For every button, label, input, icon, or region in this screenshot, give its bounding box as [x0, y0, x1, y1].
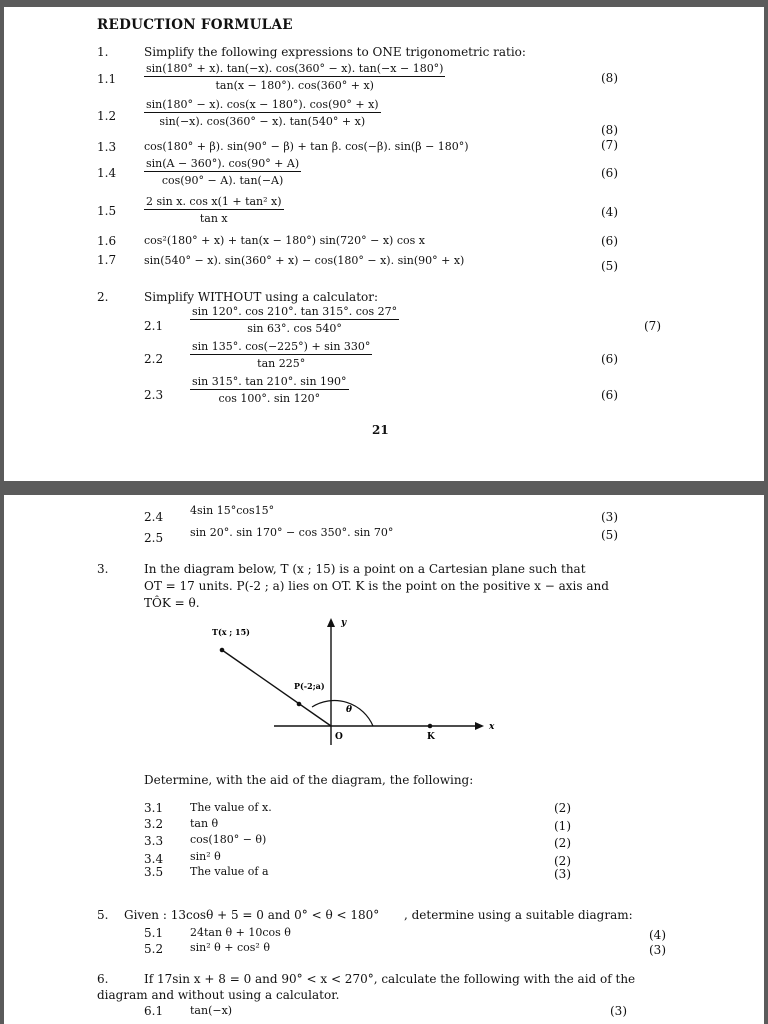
expression: cos(180° − θ) — [190, 833, 267, 846]
denominator: cos(90° − A). tan(−A) — [161, 174, 284, 187]
question-text: Simplify WITHOUT using a calculator: — [144, 290, 379, 304]
marks: (2) — [554, 854, 571, 868]
question-number: 5. — [97, 908, 109, 922]
instruction-text: Determine, with the aid of the diagram, the following: — [144, 773, 474, 787]
denominator: sin 63°. cos 540° — [247, 322, 342, 335]
item-number: 1.3 — [97, 140, 117, 154]
item-number: 3.1 — [144, 801, 164, 815]
marks: (3) — [601, 510, 618, 524]
item-number: 1.1 — [97, 72, 117, 86]
marks: (2) — [554, 836, 571, 850]
denominator: sin(−x). cos(360° − x). tan(540° + x) — [159, 115, 366, 128]
fraction-expression — [144, 195, 284, 225]
item-number: 1.5 — [97, 204, 117, 218]
marks: (6) — [601, 234, 618, 248]
label-y: y — [341, 618, 347, 628]
item-number: 3.5 — [144, 865, 164, 879]
item-number: 5.2 — [144, 942, 164, 956]
item-number: 2.3 — [144, 388, 164, 402]
item-number: 2.2 — [144, 352, 164, 366]
y-axis-arrow-icon — [327, 618, 335, 627]
worksheet-page-2 — [4, 495, 764, 1024]
cartesian-diagram — [194, 615, 504, 750]
question-line: In the diagram below, T (x ; 15) is a point on a Cartesian plane such that — [144, 562, 586, 576]
item-number: 6.1 — [144, 1004, 164, 1018]
numerator: sin(180° − x). cos(x − 180°). cos(90° + x) — [146, 98, 379, 111]
expression: sin 20°. sin 170° − cos 350°. sin 70° — [190, 526, 394, 539]
expression: sin(540° − x). sin(360° + x) − cos(180° − x). sin(90° + x) — [144, 254, 465, 267]
x-axis-arrow-icon — [475, 722, 484, 730]
worksheet-page-1 — [4, 7, 764, 481]
denominator: tan(x − 180°). cos(360° + x) — [215, 79, 374, 92]
expression: tan(−x) — [190, 1004, 233, 1017]
fraction-expression — [144, 98, 381, 128]
question-number: 3. — [97, 562, 109, 576]
item-number: 2.5 — [144, 531, 164, 545]
marks: (6) — [601, 388, 618, 402]
numerator: sin 120°. cos 210°. tan 315°. cos 27° — [192, 305, 398, 318]
item-number: 5.1 — [144, 926, 164, 940]
question-text: , determine using a suitable diagram: — [404, 908, 633, 922]
marks: (3) — [610, 1004, 627, 1018]
marks: (5) — [601, 528, 618, 542]
fraction-expression — [144, 62, 445, 92]
label-k: K — [427, 732, 435, 742]
expression: The value of x. — [190, 801, 272, 814]
expression: cos(180° + β). sin(90° − β) + tan β. cos(−β). sin(β − 180°) — [144, 140, 469, 153]
fraction-expression — [190, 375, 349, 405]
point-p — [297, 702, 302, 707]
expression: sin² θ + cos² θ — [190, 941, 270, 954]
expression: The value of a — [190, 865, 269, 878]
label-o: O — [335, 732, 343, 742]
marks: (4) — [649, 928, 666, 942]
label-p: P(-2;a) — [294, 681, 325, 691]
question-line: OT = 17 units. P(-2 ; a) lies on OT. K is the point on the positive x − axis and — [144, 579, 609, 593]
marks: (8) — [601, 71, 618, 85]
numerator: sin(A − 360°). cos(90° + A) — [146, 157, 300, 170]
item-number: 1.4 — [97, 166, 117, 180]
marks: (8) — [601, 123, 618, 137]
numerator: sin 135°. cos(−225°) + sin 330° — [192, 340, 371, 353]
point-t — [220, 648, 225, 653]
item-number: 1.6 — [97, 234, 117, 248]
denominator: tan x — [199, 212, 228, 225]
page-title: REDUCTION FORMULAE — [97, 17, 293, 33]
item-number: 2.1 — [144, 319, 164, 333]
expression: cos²(180° + x) + tan(x − 180°) sin(720° − x) cos x — [144, 234, 425, 247]
expression: 4sin 15°cos15° — [190, 504, 275, 517]
item-number: 3.4 — [144, 852, 164, 866]
denominator: tan 225° — [257, 357, 306, 370]
marks: (1) — [554, 819, 571, 833]
item-number: 1.2 — [97, 109, 117, 123]
fraction-expression — [190, 305, 399, 335]
expression: tan θ — [190, 817, 219, 830]
marks: (3) — [649, 943, 666, 957]
marks: (3) — [554, 867, 571, 881]
question-number: 6. — [97, 972, 109, 986]
numerator: sin(180° + x). tan(−x). cos(360° − x). tan(−x − 180°) — [146, 62, 444, 75]
marks: (6) — [601, 352, 618, 366]
fraction-expression — [144, 157, 301, 187]
question-line: TÔK = θ. — [144, 596, 200, 610]
question-line: diagram and without using a calculator. — [97, 988, 340, 1002]
marks: (5) — [601, 259, 618, 273]
question-text: Simplify the following expressions to ONE trigonometric ratio: — [144, 45, 526, 59]
label-x: x — [489, 722, 495, 732]
marks: (6) — [601, 166, 618, 180]
expression: 24tan θ + 10cos θ — [190, 926, 291, 939]
marks: (7) — [644, 319, 661, 333]
marks: (7) — [601, 138, 618, 152]
denominator: cos 100°. sin 120° — [218, 392, 321, 405]
item-number: 3.3 — [144, 834, 164, 848]
fraction-expression — [190, 340, 372, 370]
expression: sin² θ — [190, 850, 221, 863]
theta-arc — [312, 701, 373, 726]
item-number: 2.4 — [144, 510, 164, 524]
label-theta: θ — [346, 705, 353, 715]
marks: (2) — [554, 801, 571, 815]
point-k — [428, 724, 433, 729]
item-number: 3.2 — [144, 817, 164, 831]
numerator: 2 sin x. cos x(1 + tan² x) — [146, 195, 282, 208]
given-text: Given : 13cosθ + 5 = 0 and 0° < θ < 180° — [124, 908, 380, 922]
label-t: T(x ; 15) — [212, 627, 250, 637]
page-number: 21 — [372, 423, 389, 437]
item-number: 1.7 — [97, 253, 117, 267]
marks: (4) — [601, 205, 618, 219]
question-number: 2. — [97, 290, 109, 304]
question-number: 1. — [97, 45, 109, 59]
question-line: If 17sin x + 8 = 0 and 90° < x < 270°, calculate the following with the aid of the — [144, 972, 636, 986]
numerator: sin 315°. tan 210°. sin 190° — [192, 375, 347, 388]
